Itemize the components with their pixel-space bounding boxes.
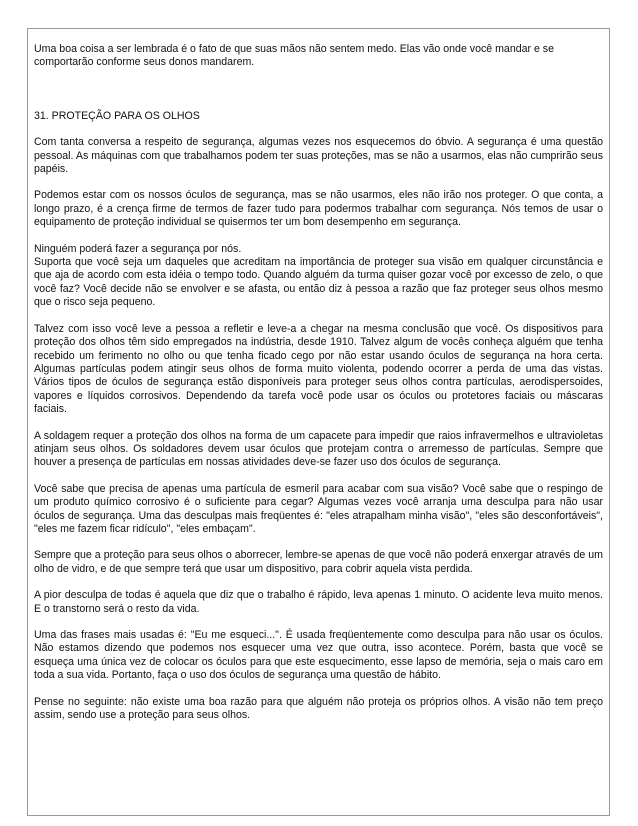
document-body <box>34 43 603 735</box>
page-frame <box>27 28 610 816</box>
paragraph-1: Com tanta conversa a respeito de segurança, algumas vezes nos esquecemos do óbvio. A segurança é uma questão pessoal. As máquinas com que trabalhamos podem ter suas proteções, mas se não a usarmos, elas não cumprirão seus papéis. <box>34 136 603 176</box>
paragraph-5: Talvez com isso você leve a pessoa a refletir e leve-a a chegar na mesma conclusão que você. Os dispositivos para proteção dos olhos têm sido empregados na indústria, desde 1910. Talvez algum de vocês conheça alguém que tenha recebido um ferimento no olho ou que tenha ficado cego por não estar usando óculos de segurança na hora certa. Algumas partículas podem atingir seus olhos de forma muito violenta, podendo ocorrer a perda de uma das vistas. Vários tipos de óculos de segurança estão disponíveis para proteger seus olhos contra partículas, aerodispersoides, vapores e líquidos corrosivos. Dependendo da tarefa você pode usar os óculos ou protetores faciais ou máscaras faciais. <box>34 322 603 416</box>
paragraph-8: Sempre que a proteção para seus olhos o aborrecer, lembre-se apenas de que você não poderá enxergar através de um olho de vidro, e de que sempre terá que usar um dispositivo, para cobrir aquela vista perdida. <box>34 549 603 575</box>
paragraph-9: A pior desculpa de todas é aquela que diz que o trabalho é rápido, leva apenas 1 minuto. O acidente leva muito menos. E o transtorno será o resto da vida. <box>34 589 603 615</box>
paragraph-6: A soldagem requer a proteção dos olhos na forma de um capacete para impedir que raios infravermelhos e ultravioletas atinjam seus olhos. Os soldadores devem usar óculos que protejam contra o arremesso de partículas. Sempre que houver a presença de partículas em nossas atividades deve-se fazer uso dos óculos de segurança. <box>34 429 603 469</box>
paragraph-4: Suporta que você seja um daqueles que acreditam na importância de proteger sua visão em qualquer circunstância e que aja de acordo com esta idéia o tempo todo. Quando alguém da turma quiser gozar você por excesso de zelo, o que você faz? Você decide não se envolver e se afasta, ou então diz à pessoa a razão que faz proteger seus olhos mesmo que o risco seja pequeno. <box>34 256 603 309</box>
section-title: 31. PROTEÇÃO PARA OS OLHOS <box>34 109 200 122</box>
paragraph-10: Uma das frases mais usadas é: "Eu me esqueci...". É usada freqüentemente como desculpa para não usar os óculos. Não estamos dizendo que podemos nos esquecer uma vez que outra, isso acontece. Porém, basta que você se esqueça uma única vez de colocar os óculos para que este esquecimento, esse lapso de memória, seja o mais caro em toda a sua vida. Portanto, faça o uso dos óculos de segurança uma questão de hábito. <box>34 629 603 682</box>
intro-paragraph: Uma boa coisa a ser lembrada é o fato de que suas mãos não sentem medo. Elas vão onde você mandar e se comportarão conforme seus donos mandarem. <box>34 43 554 69</box>
paragraph-7: Você sabe que precisa de apenas uma partícula de esmeril para acabar com sua visão? Você sabe que o respingo de um produto químico corrosivo é o suficiente para cegar? Algumas vezes você arranja uma desculpa para não usar óculos de segurança. Uma das desculpas mais freqüentes é: "eles atrapalham minha visão", "eles são desconfortáveis", "eles me fazem ficar ridículo", "eles embaçam". <box>34 482 603 535</box>
paragraph-11: Pense no seguinte: não existe uma boa razão para que alguém não proteja os próprios olhos. A visão não tem preço assim, sendo use a proteção para seus olhos. <box>34 695 603 722</box>
paragraph-3: Ninguém poderá fazer a segurança por nós. <box>34 242 242 255</box>
paragraph-2: Podemos estar com os nossos óculos de segurança, mas se não usarmos, eles não irão nos proteger. O que conta, a longo prazo, é a crença firme de termos de fazer tudo para podermos trabalhar com segurança. Nós temos de usar o equipamento de proteção individual se quisermos ter um bom desempenho em segurança. <box>34 189 603 229</box>
